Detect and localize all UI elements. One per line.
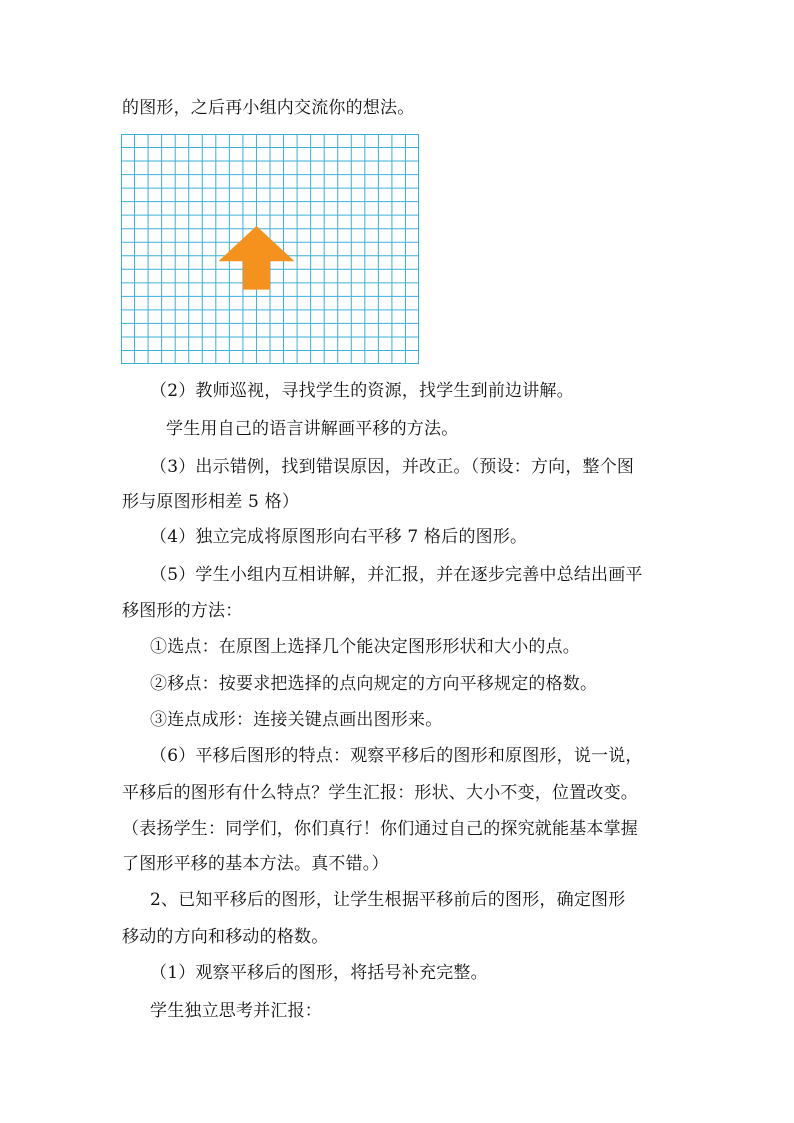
text-line-15: 了图形平移的基本方法。真不错。） bbox=[122, 854, 389, 874]
text-line-6: （4）独立完成将原图形向右平移 7 格后的图形。 bbox=[150, 527, 528, 547]
text-line-12: （6）平移后图形的特点：观察平移后的图形和原图形，说一说， bbox=[150, 746, 643, 766]
text-line-10: ②移点：按要求把选择的点向规定的方向平移规定的格数。 bbox=[150, 674, 598, 694]
grid-svg bbox=[121, 134, 419, 364]
text-line-19: 学生独立思考并汇报： bbox=[150, 1001, 322, 1021]
text-line-4: （3）出示错例，找到错误原因，并改正。（预设：方向，整个图 bbox=[150, 457, 635, 477]
text-line-17: 移动的方向和移动的格数。 bbox=[122, 927, 329, 947]
text-line-8: 移图形的方法： bbox=[122, 601, 243, 621]
grid-figure bbox=[121, 134, 419, 364]
text-line-18: （1）观察平移后的图形，将括号补充完整。 bbox=[150, 963, 488, 983]
text-line-1: 的图形，之后再小组内交流你的想法。 bbox=[122, 98, 415, 118]
text-line-13: 平移后的图形有什么特点？学生汇报：形状、大小不变，位置改变。 bbox=[122, 783, 638, 803]
text-line-3: 学生用自己的语言讲解画平移的方法。 bbox=[166, 419, 459, 439]
text-line-9: ①选点：在原图上选择几个能决定图形形状和大小的点。 bbox=[150, 637, 580, 657]
text-line-14: （表扬学生：同学们，你们真行！你们通过自己的探究就能基本掌握 bbox=[122, 819, 638, 839]
up-arrow-shape bbox=[219, 226, 295, 290]
text-line-16: 2、已知平移后的图形，让学生根据平移前后的图形，确定图形 bbox=[150, 890, 626, 910]
text-line-5: 形与原图形相差 5 格） bbox=[122, 492, 300, 512]
text-line-11: ③连点成形：连接关键点画出图形来。 bbox=[150, 710, 443, 730]
text-line-7: （5）学生小组内互相讲解，并汇报，并在逐步完善中总结出画平 bbox=[150, 565, 643, 585]
text-line-2: （2）教师巡视，寻找学生的资源，找学生到前边讲解。 bbox=[150, 381, 574, 401]
